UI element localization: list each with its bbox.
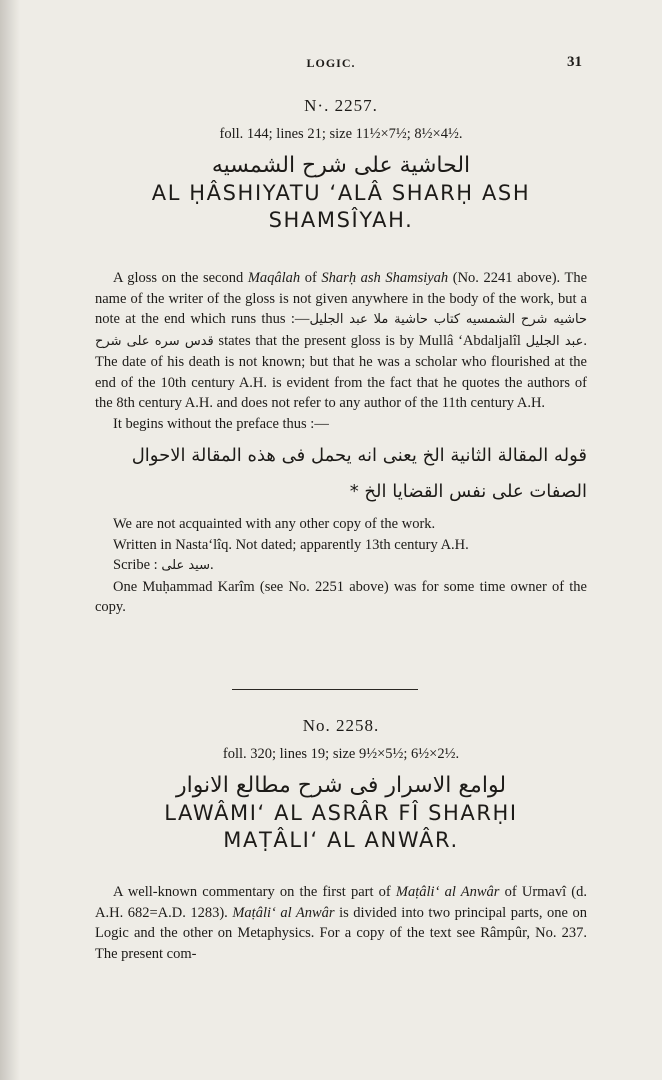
begins-line: It begins without the preface thus :— xyxy=(113,415,329,432)
section-divider xyxy=(232,689,418,690)
page-edge-shadow xyxy=(0,0,20,1080)
entry-number: No. 2258. xyxy=(302,716,380,735)
italic-term: Maṭâli‘ al Anwâr xyxy=(395,884,500,900)
scribe-line: Scribe : سيد على. xyxy=(113,557,214,573)
arabic-quote-line: قوله المقالة الثانية الخ يعنی انه يحمل فى هذه المقالة الاحوال xyxy=(131,445,587,466)
script-note: Written in Nasta‘lîq. Not dated; apparently 13th century A.H. xyxy=(113,536,469,553)
latin-title-line: MAṬÂLI‘ AL ANWÂR. xyxy=(223,828,459,852)
running-head xyxy=(60,56,602,76)
text-run: of Urmavî (d. A.H. 682=A.D. 1283). xyxy=(95,884,588,921)
entry-2258-body xyxy=(95,882,587,964)
entry-number: N·. 2257. xyxy=(304,96,378,115)
text-run: is divided into two principal parts, one on Logic and the other on Metaphysics. For a copy of the text see Râmpûr, No. 237. The present com- xyxy=(95,904,587,962)
entry-specs: foll. 320; lines 19; size 9½×5½; 6½×2½. xyxy=(222,746,460,762)
arabic-title: لوامع الاسرار فی شرح مطالع الانوار xyxy=(175,773,507,798)
latin-title-line: SHAMSÎYAH. xyxy=(268,208,414,232)
text-run: A well-known commentary on the first part of xyxy=(113,884,396,900)
copy-note: We are not acquainted with any other copy of the work. xyxy=(113,516,436,532)
text-run: (No. 2241 above). The name of the writer of the gloss is not given anywhere in the body of the work, but a note at the end which runs thus :— xyxy=(95,270,588,327)
italic-term: Maṭâli‘ al Anwâr xyxy=(232,904,335,921)
text-run: states that the present gloss is by Mullâ ‘Abdaljalîl xyxy=(213,332,526,349)
entry-specs: foll. 144; lines 21; size 11½×7½; 8½×4½. xyxy=(219,126,463,142)
text-run: . The date of his death is not known; but that he was a scholar who flourished at the end of the 10th century A.H. is evident from the fact that he quotes the authors of the 8th century A.H. and does not refer to any author of the 11th century A.H. xyxy=(95,332,587,411)
entry-2258 xyxy=(95,716,587,854)
arabic-inline: عبد الجليل xyxy=(525,333,584,349)
owner-note: One Muḥammad Karîm (see No. 2251 above) was for some time owner of the copy. xyxy=(95,578,587,615)
text-run: of xyxy=(300,270,322,286)
page-number: 31 xyxy=(567,54,582,70)
running-title: LOGIC. xyxy=(306,56,356,70)
italic-term: Sharḥ ash Shamsiyah xyxy=(321,270,449,286)
scribe-label: Scribe : xyxy=(113,557,158,573)
text-run: A gloss on the second xyxy=(113,270,248,286)
arabic-title: الحاشية على شرح الشمسيه xyxy=(211,153,471,178)
latin-title-line: LAWÂMI‘ AL ASRÂR FÎ SHARḤI xyxy=(164,801,518,825)
latin-title-line: AL ḤÂSHIYATU ‘ALÂ SHARḤ ASH xyxy=(151,181,531,205)
latin-title xyxy=(95,180,587,234)
arabic-quote-line: الصفات على نفس القضايا الخ * xyxy=(349,481,587,502)
arabic-inline: سيد على xyxy=(161,558,210,573)
entry-2257-body xyxy=(95,268,587,618)
entry-2257 xyxy=(95,96,587,234)
description-paragraph xyxy=(95,882,587,964)
italic-term: Maqâlah xyxy=(247,270,301,286)
arabic-inline: حاشيه شرح الشمسيه كتاب حاشية ملا عبد الجليل قدس سره على شرح xyxy=(95,312,587,349)
latin-title xyxy=(95,800,587,854)
description-paragraph xyxy=(95,268,587,414)
